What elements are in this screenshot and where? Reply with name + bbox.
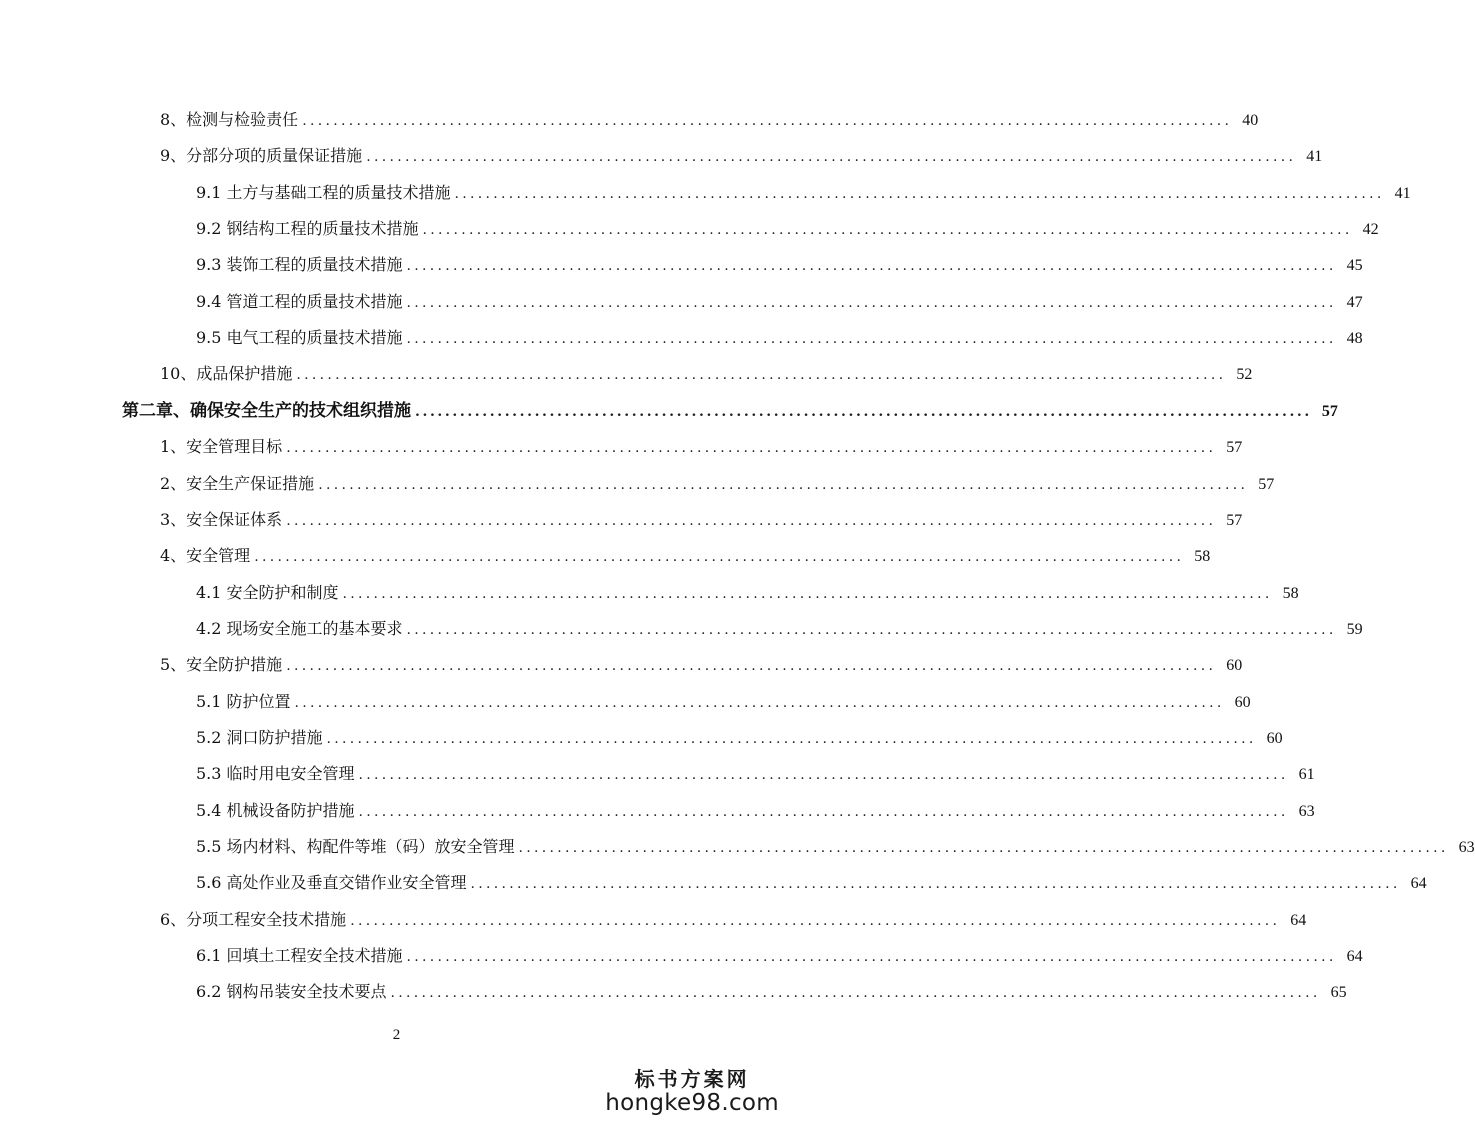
toc-entry-label: 5.4 机械设备防护措施 (196, 800, 355, 820)
toc-leader-dots: ........................................................................................................................ (296, 367, 1227, 384)
toc-entry-page: 63 (1298, 802, 1315, 820)
toc-entry[interactable] (160, 472, 1275, 496)
toc-chapter-entry[interactable] (122, 399, 1338, 423)
toc-leader-dots: ........................................................................................................................ (454, 185, 1385, 202)
toc-entry-label: 5.3 临时用电安全管理 (196, 764, 355, 784)
toc-entry[interactable] (196, 253, 1363, 277)
watermark (605, 1068, 779, 1116)
toc-entry[interactable] (160, 508, 1243, 532)
toc-entry-label: 6、分项工程安全技术措施 (160, 909, 347, 929)
toc-entry[interactable] (160, 108, 1259, 132)
toc-leader-dots: ........................................................................................................................ (286, 658, 1217, 675)
toc-entry-label: 2、安全生产保证措施 (160, 473, 315, 493)
toc-entry-label: 5.1 防护位置 (196, 691, 291, 711)
toc-entry-label: 4.1 安全防护和制度 (196, 582, 339, 602)
toc-entry[interactable] (160, 908, 1307, 932)
toc-leader-dots: ........................................................................................................................ (406, 621, 1337, 638)
toc-entry[interactable] (196, 217, 1379, 241)
toc-entry-label: 3、安全保证体系 (160, 509, 283, 529)
toc-entry[interactable] (196, 290, 1363, 314)
toc-entry[interactable] (196, 181, 1411, 205)
toc-leader-dots: ........................................................................................................................ (358, 803, 1289, 820)
toc-entry-label: 1、安全管理目标 (160, 437, 283, 457)
toc-entry-page: 52 (1236, 366, 1253, 384)
toc-entry-label: 5.2 洞口防护措施 (196, 727, 323, 747)
toc-entry-page: 64 (1290, 911, 1307, 929)
page-number: 2 (392, 1027, 401, 1043)
toc-leader-dots: ........................................................................................................................ (286, 512, 1217, 529)
toc-leader-dots: ........................................................................................................................ (294, 694, 1225, 711)
toc-entry[interactable] (196, 581, 1299, 605)
toc-leader-dots: ........................................................................................................................ (406, 258, 1337, 275)
toc-leader-dots: ........................................................................................................................ (350, 912, 1281, 929)
toc-leader-dots: ........................................................................................................................ (358, 767, 1289, 784)
toc-entry[interactable] (160, 362, 1253, 386)
toc-entry[interactable] (196, 762, 1315, 786)
toc-leader-dots: ........................................................................................................................ (406, 949, 1337, 966)
toc-entry-label: 5.5 场内材料、构配件等堆（码）放安全管理 (196, 837, 515, 856)
toc-entry-label: 5.6 高处作业及垂直交错作业安全管理 (196, 873, 467, 893)
toc-entry-page: 59 (1346, 620, 1363, 638)
toc-entry-page: 48 (1346, 330, 1363, 348)
toc-entry[interactable] (196, 726, 1283, 750)
toc-leader-dots: ........................................................................................................................ (518, 840, 1449, 856)
toc-entry-label: 9.4 管道工程的质量技术措施 (196, 291, 403, 311)
toc-leader-dots: ........................................................................................................................ (326, 730, 1257, 747)
toc-leader-dots: ........................................................................................................................ (406, 294, 1337, 311)
toc-entry-label: 9.2 钢结构工程的质量技术措施 (196, 219, 419, 239)
toc-entry-label: 5、安全防护措施 (160, 655, 283, 675)
toc-leader-dots: ........................................................................................................................ (406, 331, 1337, 348)
toc-entry-label: 9.5 电气工程的质量技术措施 (196, 328, 403, 348)
toc-entry[interactable] (160, 544, 1211, 568)
toc-entry-page: 61 (1298, 766, 1315, 784)
toc-entry-page: 57 (1258, 475, 1275, 493)
toc-entry[interactable] (160, 435, 1243, 459)
toc-entry-page: 41 (1394, 184, 1411, 202)
toc-entry-page: 57 (1226, 439, 1243, 457)
toc-leader-dots: ........................................................................................................................ (422, 222, 1353, 239)
toc-entry-page: 58 (1282, 584, 1299, 602)
toc-entry-page: 57 (1321, 402, 1338, 420)
toc-entry-label: 4.2 现场安全施工的基本要求 (196, 618, 403, 638)
toc-entry-label: 9.3 装饰工程的质量技术措施 (196, 255, 403, 275)
toc-entry-page: 45 (1346, 257, 1363, 275)
toc-entry[interactable] (196, 617, 1363, 641)
toc-entry-page: 65 (1330, 984, 1347, 1002)
toc-leader-dots: ........................................................................................................................ (302, 113, 1233, 129)
toc-entry[interactable] (160, 144, 1323, 168)
toc-entry-page: 60 (1226, 657, 1243, 675)
toc-entry-page: 57 (1226, 511, 1243, 529)
toc-entry-page: 47 (1346, 293, 1363, 311)
toc-leader-dots: ........................................................................................................................ (415, 403, 1312, 420)
toc-leader-dots: ........................................................................................................................ (390, 985, 1321, 1002)
toc-entry-label: 4、安全管理 (160, 546, 251, 566)
toc-entry-page: 63 (1458, 839, 1475, 856)
toc-entry-page: 41 (1306, 148, 1323, 166)
toc-entry-page: 64 (1346, 948, 1363, 966)
toc-entry-page: 60 (1234, 693, 1251, 711)
watermark-en: hongke98.com (605, 1090, 779, 1116)
toc-entry-label: 第二章、确保安全生产的技术组织措施 (122, 400, 411, 421)
toc-entry[interactable] (196, 326, 1363, 350)
toc-entry[interactable] (196, 980, 1347, 1004)
toc-entry-label: 6.1 回填土工程安全技术措施 (196, 946, 403, 966)
toc-leader-dots: ........................................................................................................................ (366, 149, 1297, 166)
toc-leader-dots: ........................................................................................................................ (254, 549, 1185, 566)
toc-leader-dots: ........................................................................................................................ (286, 440, 1217, 457)
toc-entry[interactable] (196, 871, 1427, 895)
toc-entry-page: 40 (1242, 112, 1259, 129)
toc-entry-page: 60 (1266, 729, 1283, 747)
toc-entry-label: 8、检测与检验责任 (160, 110, 299, 129)
toc-entry[interactable] (196, 944, 1363, 968)
toc-entry-page: 58 (1194, 548, 1211, 566)
toc-leader-dots: ........................................................................................................................ (342, 585, 1273, 602)
toc-entry-label: 10、成品保护措施 (160, 364, 293, 384)
toc-leader-dots: ........................................................................................................................ (470, 876, 1401, 893)
toc-entry-page: 42 (1362, 221, 1379, 239)
toc-entry-label: 9.1 土方与基础工程的质量技术措施 (196, 182, 451, 202)
toc-entry[interactable] (196, 835, 1475, 859)
toc-entry-label: 9、分部分项的质量保证措施 (160, 146, 363, 166)
toc-entry[interactable] (196, 799, 1315, 823)
toc-entry-page: 64 (1410, 875, 1427, 893)
toc-entry-label: 6.2 钢构吊装安全技术要点 (196, 982, 387, 1002)
toc-entry[interactable] (196, 690, 1251, 714)
watermark-cn: 标书方案网 (634, 1067, 750, 1091)
toc-leader-dots: ........................................................................................................................ (318, 476, 1249, 493)
toc-entry[interactable] (160, 653, 1243, 677)
